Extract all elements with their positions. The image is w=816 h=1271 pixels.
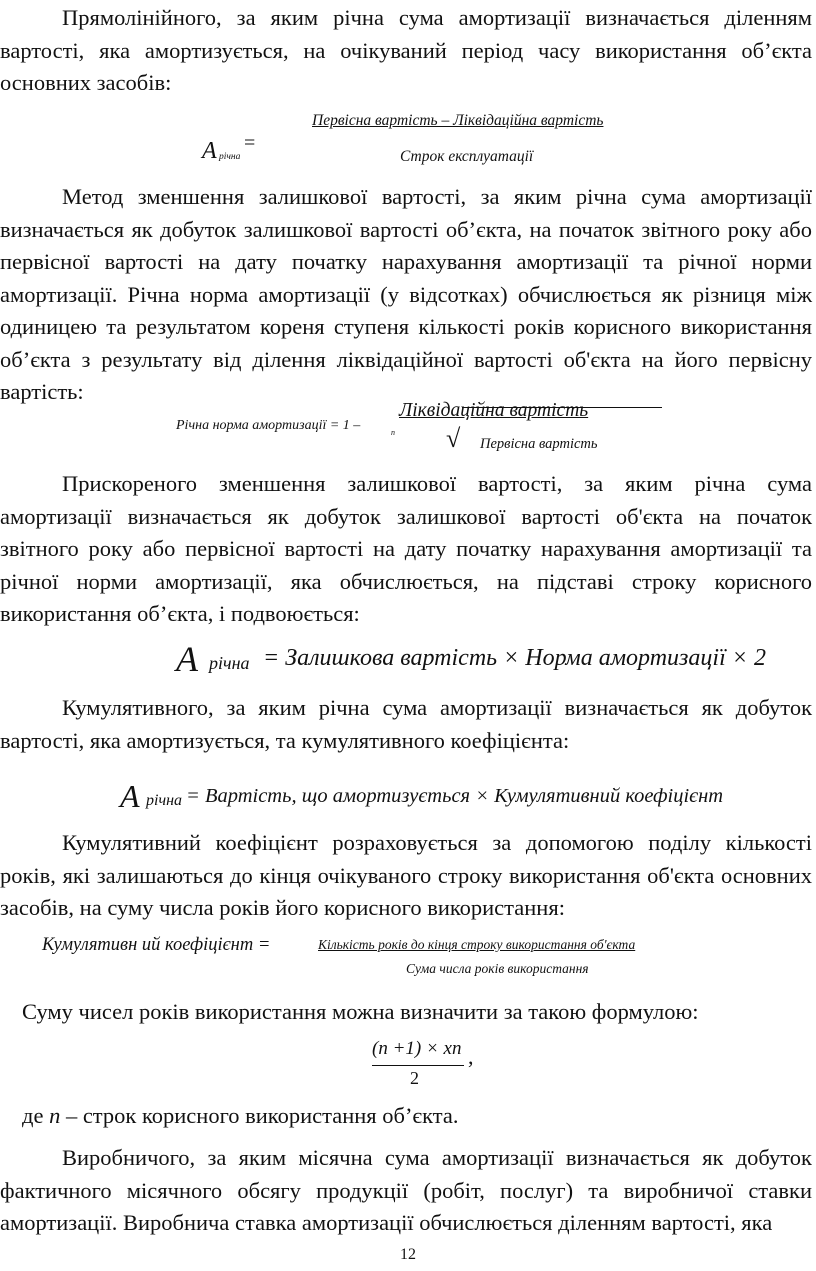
- formula6-fraction-bar: [372, 1065, 464, 1066]
- paragraph-production: Виробничого, за яким місячна сума амортизації визначається як добуток фактичного місячного обсягу продукції (робіт, послуг) та виробничої ставки амортизації. Виробнича ставка амортизації обчислюється діленням вартості, яка: [0, 1145, 812, 1235]
- where-prefix: де: [22, 1103, 50, 1128]
- formula1-equals: =: [244, 132, 256, 154]
- formula2-root-index: n: [391, 428, 395, 437]
- formula4-rhs: = Вартість, що амортизується × Кумулятивний коефіцієнт: [186, 785, 724, 807]
- paragraph-cumulative-coefficient: Кумулятивний коефіцієнт розраховується за допомогою поділу кількості років, які залишаються до кінця очікуваного строку використання об'єкта основних засобів, на суму числа років його корисного використання:: [0, 830, 812, 920]
- where-rest: – строк корисного використання об’єкта.: [60, 1103, 459, 1128]
- paragraph-cumulative: Кумулятивного, за яким річна сума амортизації визначається як добуток вартості, яка амортизується, та кумулятивного коефіцієнта:: [0, 695, 812, 753]
- paragraph-where-n: [0, 1100, 812, 1133]
- paragraph-reducing-balance: Метод зменшення залишкової вартості, за яким річна сума амортизації визначається як добуток залишкової вартості об’єкта, на початок звітного року або первісної вартості на дату початку нарахування амортизації та річної норми амортизації. Річна норма амортизації (у відсотках) обчислюється як різниця між одиницею та результатом кореня ступеня кількості років корисного використання об’єкта з результату від ділення ліквідаційної вартості об'єкта на його первісну вартість:: [0, 184, 812, 404]
- formula6-denominator: 2: [410, 1068, 419, 1088]
- formula4-symbol: A: [120, 778, 140, 814]
- formula1-symbol: A: [202, 138, 217, 164]
- formula6-numerator: (n +1) × xn: [372, 1038, 462, 1059]
- formula1-subscript: річна: [219, 152, 241, 162]
- formula3-subscript: річна: [209, 653, 250, 673]
- formula2-radical: √: [446, 424, 461, 453]
- formula2-lhs: Річна норма амортизації = 1 –: [176, 418, 361, 433]
- paragraph-accelerated: Прискореного зменшення залишкової вартості, за яким річна сума амортизації визначається як добуток залишкової вартості об'єкта на початок звітного року або первісної вартості на дату початку нарахування амортизації та річної норми амортизації, яка обчислюється, на підставі строку корисного використання об’єкта, і подвоюється:: [0, 471, 812, 626]
- paragraph-straight-line: Прямолінійного, за яким річна сума амортизації визначається діленням вартості, яка амортизується, на очікуваний період часу використання об’єкта основних засобів:: [0, 5, 812, 95]
- paragraph-sum-of-years: Суму чисел років використання можна визначити за такою формулою:: [22, 999, 699, 1024]
- formula3-rhs: = Залишкова вартість × Норма амортизації × 2: [263, 645, 766, 671]
- page-number: 12: [400, 1246, 416, 1263]
- formula5-numerator: Кількість років до кінця строку використання об'єкта: [318, 937, 636, 952]
- formula5-denominator: Сума числа років використання: [406, 961, 589, 976]
- formula1-denominator: Строк експлуатації: [400, 148, 534, 165]
- formula1-numerator: Первісна вартість – Ліквідаційна вартість: [312, 112, 604, 129]
- formula2-denominator: Первісна вартість: [480, 436, 598, 452]
- formula2-numerator: Ліквідаційна вартість: [399, 400, 589, 421]
- formula6-comma: ,: [468, 1044, 474, 1069]
- formula3-symbol: A: [176, 639, 198, 679]
- variable-n: n: [49, 1103, 61, 1128]
- formula5-lhs: Кумулятивн ий коефіцієнт =: [42, 935, 271, 955]
- formula4-subscript: річна: [146, 792, 183, 809]
